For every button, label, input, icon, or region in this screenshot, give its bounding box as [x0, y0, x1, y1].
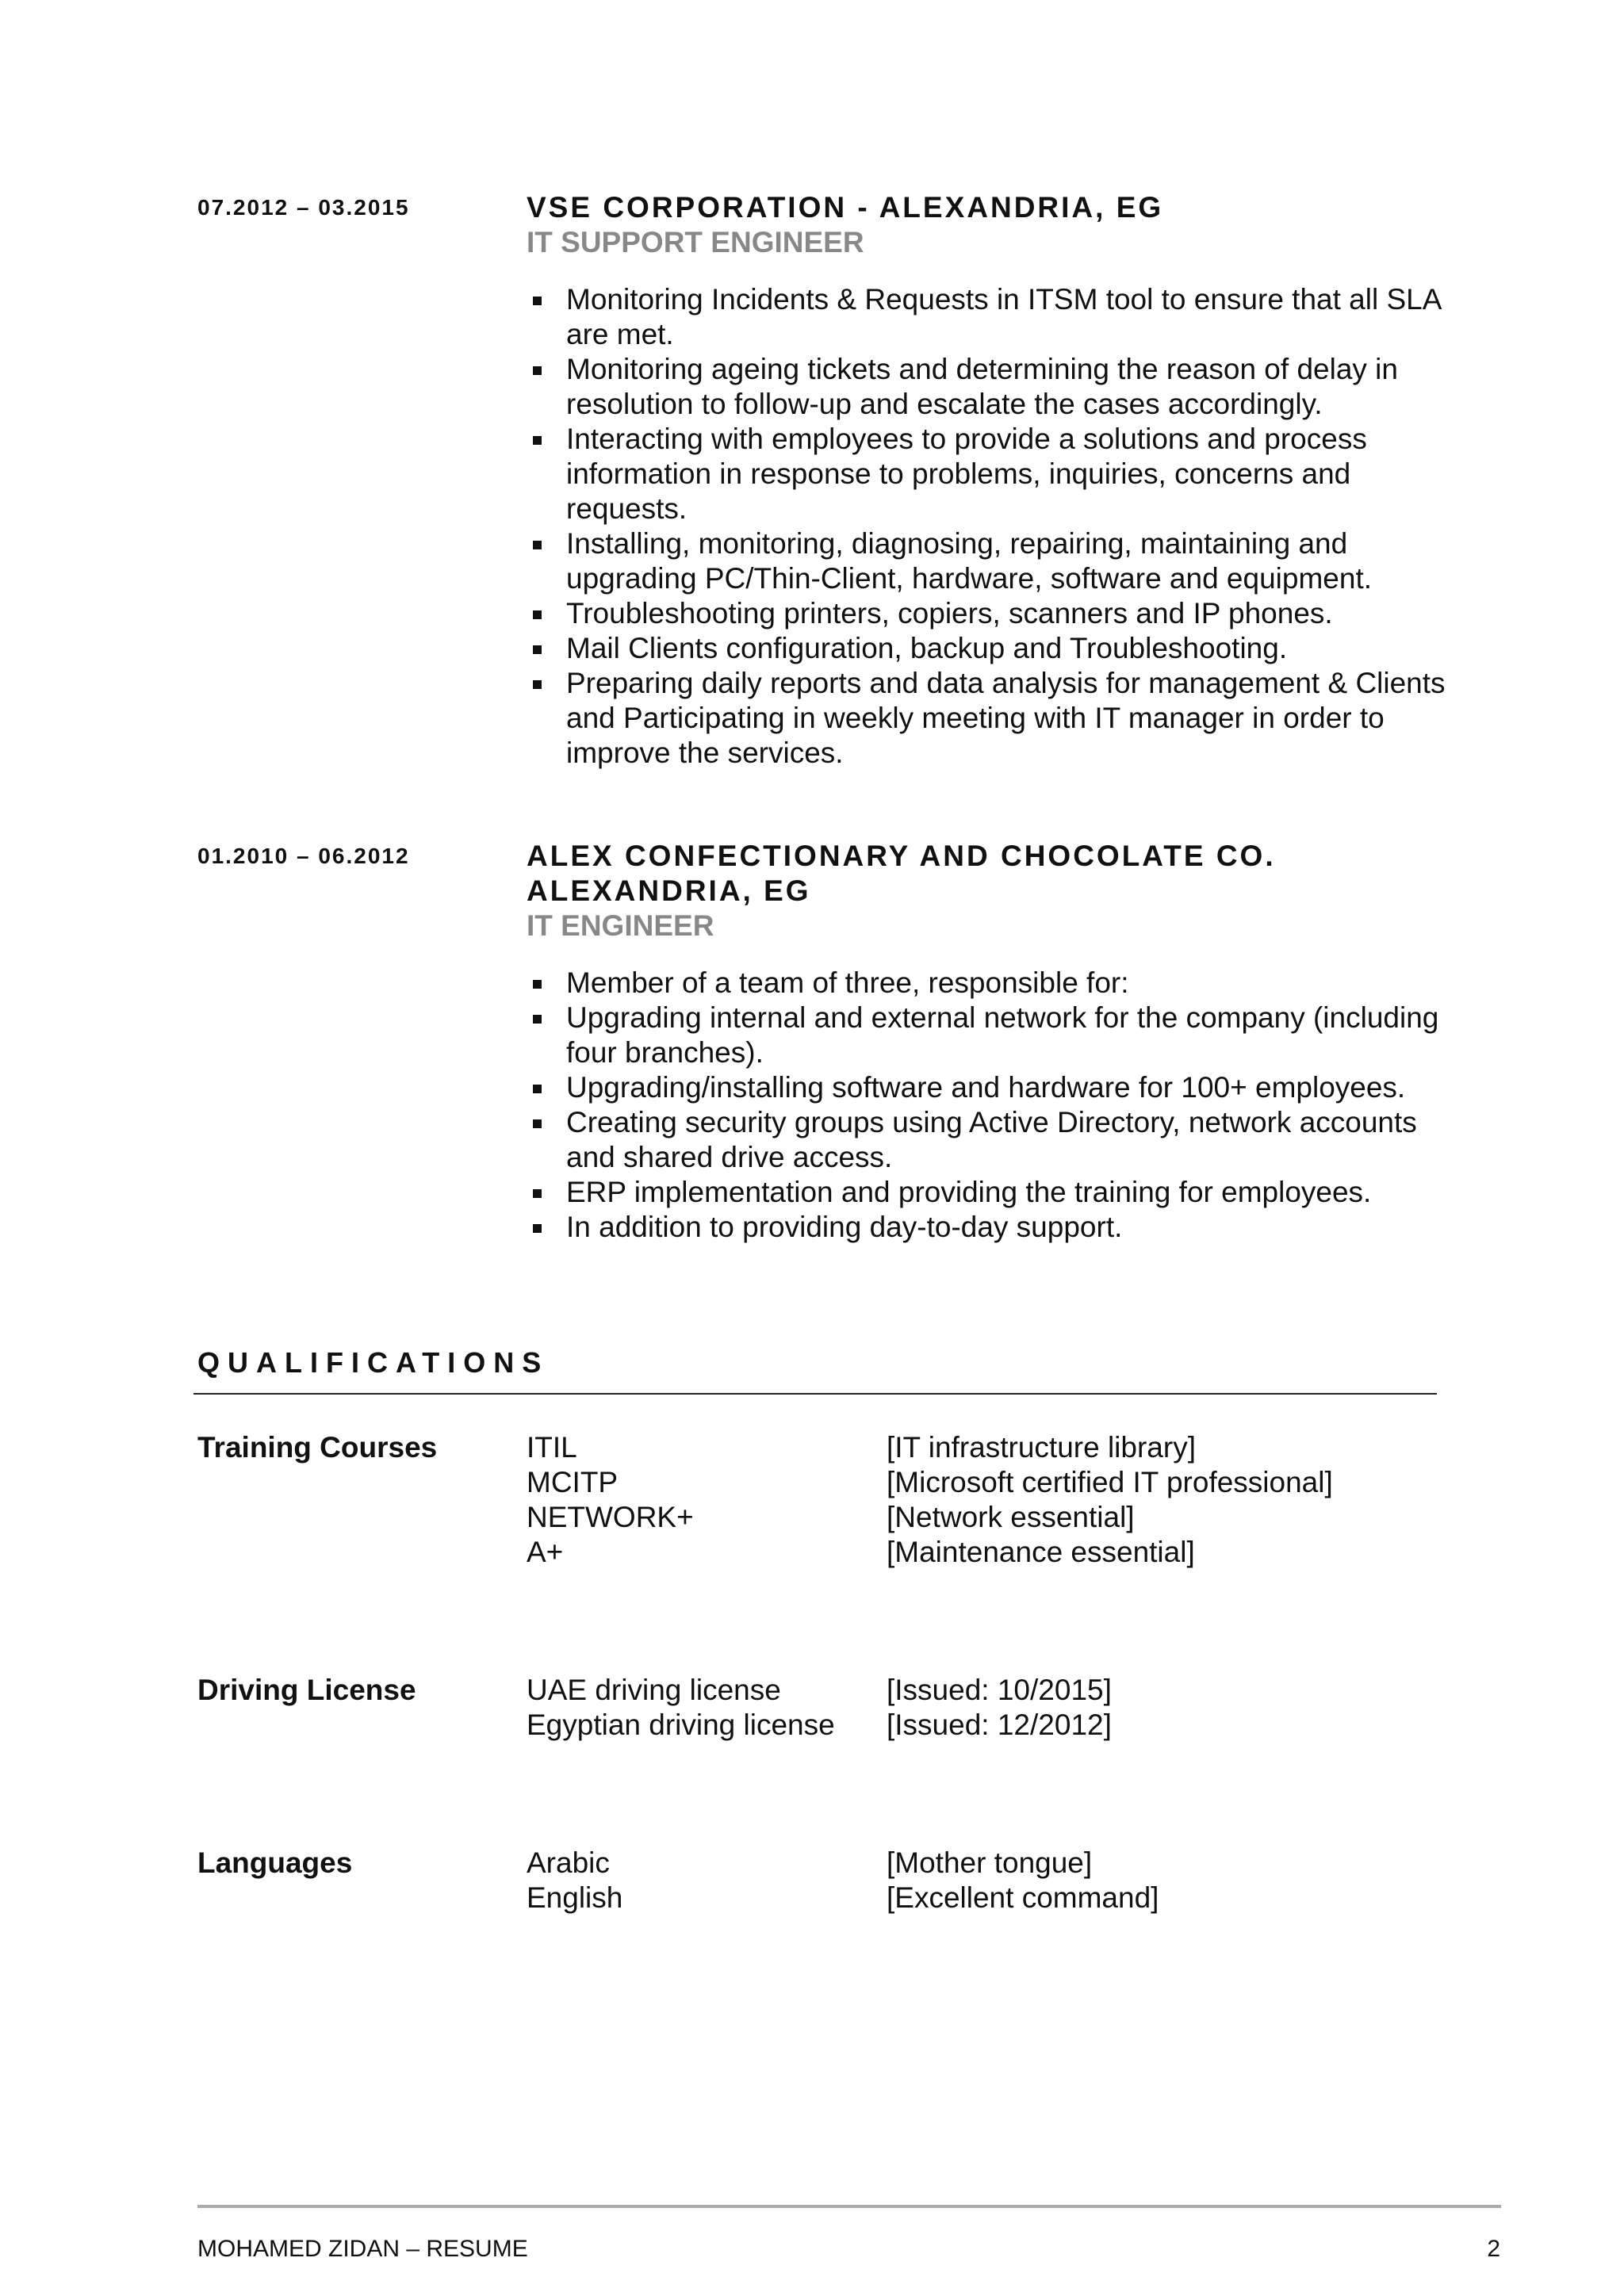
qualification-row — [0, 1708, 1624, 1743]
qualification-name: English — [527, 1881, 623, 1914]
training-courses-block — [0, 1430, 1624, 1570]
qualification-name: A+ — [527, 1536, 564, 1568]
list-item: Monitoring ageing tickets and determining the reason of delay in resolution to follow-up and escalate the cases accordingly. — [527, 352, 1462, 422]
qualification-label: Training Courses — [197, 1431, 438, 1464]
responsibilities-list — [527, 966, 1462, 1245]
job-title: IT SUPPORT ENGINEER — [527, 226, 864, 258]
list-item: Creating security groups using Active Directory, network accounts and shared drive access. — [527, 1105, 1462, 1175]
qualification-name: UAE driving license — [527, 1674, 781, 1706]
list-item: Monitoring Incidents & Requests in ITSM tool to ensure that all SLA are met. — [527, 282, 1462, 352]
qualification-row — [0, 1535, 1624, 1570]
qualification-description: [Microsoft certified IT professional] — [887, 1466, 1333, 1498]
qualification-label: Driving License — [197, 1674, 416, 1706]
list-item: Installing, monitoring, diagnosing, repairing, maintaining and upgrading PC/Thin-Client, hardware, software and equipment. — [527, 526, 1462, 596]
qualification-description: [Excellent command] — [887, 1881, 1159, 1914]
list-item: Upgrading/installing software and hardware for 100+ employees. — [527, 1070, 1462, 1105]
qualification-row — [0, 1430, 1624, 1465]
section-heading: QUALIFICATIONS — [197, 1346, 550, 1379]
qualification-description: [IT infrastructure library] — [887, 1431, 1196, 1464]
job-date: 01.2010 – 06.2012 — [197, 844, 410, 868]
qualification-row — [0, 1846, 1624, 1881]
job-details — [527, 190, 1462, 771]
languages-block — [0, 1846, 1624, 1915]
list-item: In addition to providing day-to-day support. — [527, 1210, 1462, 1245]
qualification-description: [Network essential] — [887, 1501, 1135, 1533]
company-location: ALEXANDRIA, EG — [527, 874, 811, 907]
list-item: Interacting with employees to provide a solutions and process information in response to problems, inquiries, concerns and requests. — [527, 422, 1462, 526]
job-details — [527, 839, 1462, 1245]
qualification-name: NETWORK+ — [527, 1501, 694, 1533]
qualification-name: Egyptian driving license — [527, 1709, 835, 1741]
qualification-name: Arabic — [527, 1846, 610, 1879]
qualification-label: Languages — [197, 1846, 353, 1879]
list-item: Preparing daily reports and data analysis for management & Clients and Participating in weekly meeting with IT manager in order to improve the services. — [527, 666, 1462, 771]
qualification-description: [Issued: 10/2015] — [887, 1674, 1112, 1706]
driving-license-block — [0, 1673, 1624, 1743]
section-divider — [193, 1393, 1437, 1395]
qualification-row — [0, 1881, 1624, 1915]
footer-text: MOHAMED ZIDAN – RESUME — [197, 2236, 528, 2262]
company-name: ALEX CONFECTIONARY AND CHOCOLATE CO. — [527, 840, 1276, 872]
responsibilities-list — [527, 282, 1462, 771]
list-item: Mail Clients configuration, backup and Troubleshooting. — [527, 631, 1462, 666]
qualification-row — [0, 1465, 1624, 1500]
page-number: 2 — [1487, 2236, 1500, 2262]
footer-divider — [197, 2205, 1501, 2208]
list-item: Troubleshooting printers, copiers, scanners and IP phones. — [527, 596, 1462, 631]
list-item: Member of a team of three, responsible for: — [527, 966, 1462, 1001]
qualification-row — [0, 1500, 1624, 1535]
qualification-name: ITIL — [527, 1431, 577, 1464]
list-item: ERP implementation and providing the training for employees. — [527, 1175, 1462, 1210]
qualification-row — [0, 1673, 1624, 1708]
qualification-description: [Mother tongue] — [887, 1846, 1093, 1879]
job-date: 07.2012 – 03.2015 — [197, 195, 410, 220]
qualification-name: MCITP — [527, 1466, 619, 1498]
company-name: VSE CORPORATION - ALEXANDRIA, EG — [527, 191, 1164, 224]
qualification-description: [Issued: 12/2012] — [887, 1709, 1112, 1741]
job-title: IT ENGINEER — [527, 909, 714, 942]
qualification-description: [Maintenance essential] — [887, 1536, 1195, 1568]
list-item: Upgrading internal and external network for the company (including four branches). — [527, 1001, 1462, 1070]
